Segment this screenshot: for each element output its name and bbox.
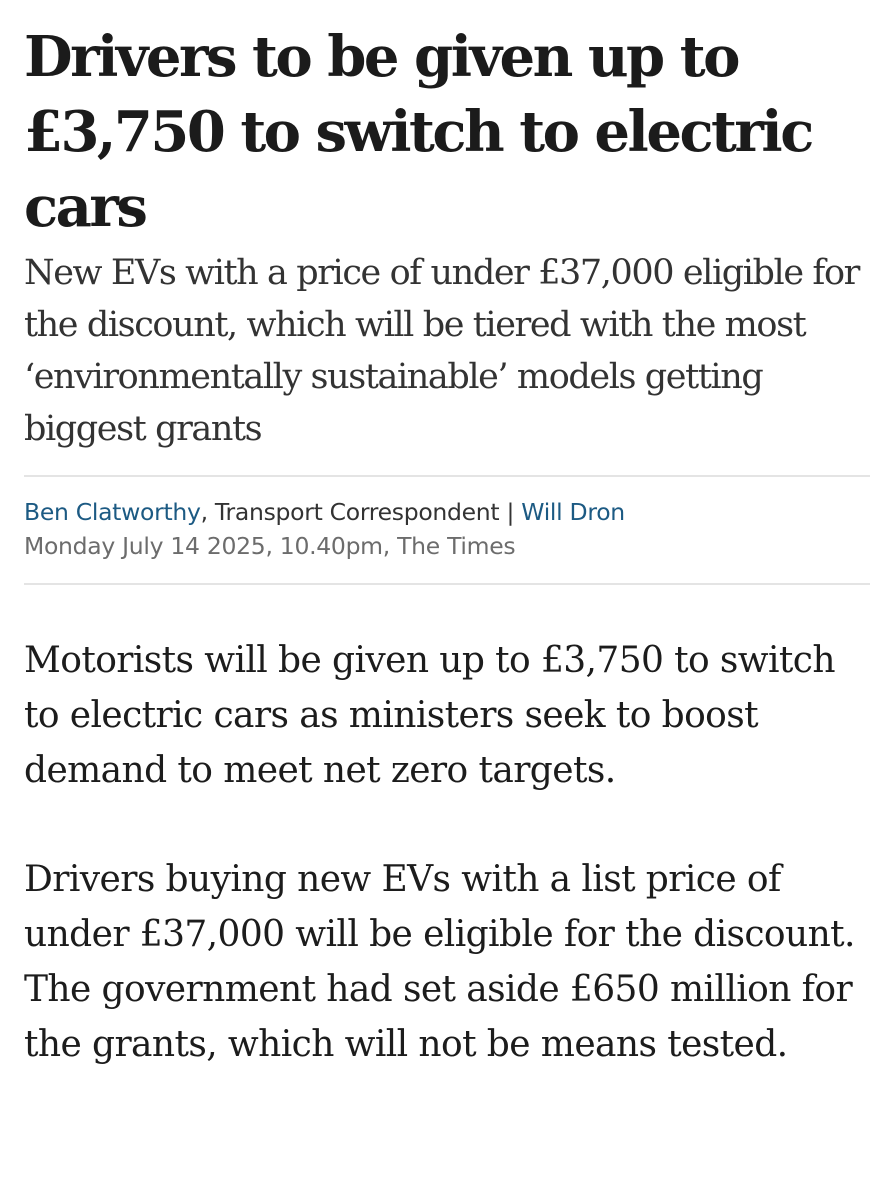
byline (24, 495, 870, 529)
author-role: , Transport Correspondent | (200, 498, 522, 526)
divider-bottom (24, 583, 870, 585)
divider-top (24, 475, 870, 477)
dateline: Monday July 14 2025, 10.40pm, The Times (24, 532, 516, 560)
article (24, 0, 870, 1072)
standfirst: New EVs with a price of under £37,000 eligible for the discount, which will be tiered with the most ‘environmentally sustainable’ models getting biggest grants (24, 253, 859, 449)
author-link-ben-clatworthy[interactable]: Ben Clatworthy (24, 498, 201, 526)
body-paragraph-1: Motorists will be given up to £3,750 to switch to electric cars as ministers seek to boost demand to meet net zero targets. (24, 640, 835, 791)
body-paragraph-2: Drivers buying new EVs with a list price of under £37,000 will be eligible for the discount. The government had set aside £650 million for the grants, which will not be means tested. (24, 859, 855, 1065)
headline: Drivers to be given up to £3,750 to switch to electric cars (24, 24, 812, 240)
author-link-will-dron[interactable]: Will Dron (521, 498, 625, 526)
